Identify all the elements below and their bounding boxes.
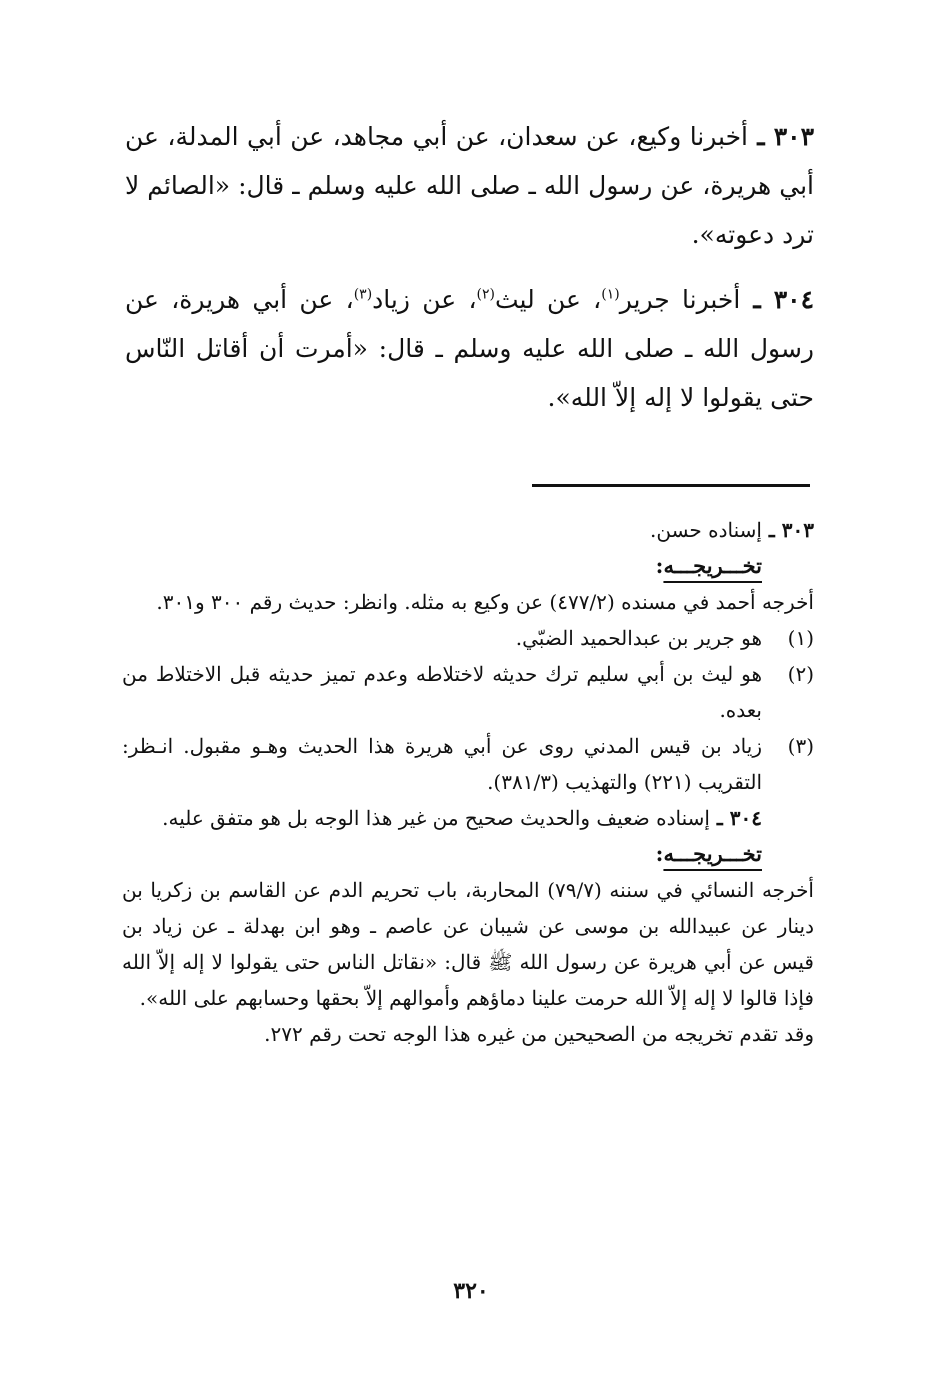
footnote-ref: (٢) <box>476 286 495 303</box>
hadith-dash: ـ <box>740 285 774 314</box>
footnote-mark: (٣) <box>787 734 814 758</box>
hadith-text-part: ، عن ليث <box>494 285 602 314</box>
hadith-text-part: ، عن زياد <box>372 285 477 314</box>
footnote-2 <box>122 656 814 728</box>
takhrij-text: أخرجه أحمد في مسنده (٤٧٧/٢) عن وكيع به مثله. وانظر: حديث رقم ٣٠٠ و٣٠١. <box>156 590 814 614</box>
footnotes-block <box>122 512 814 1052</box>
hadith-number: ٣٠٣ <box>773 122 815 151</box>
note-number: ٣٠٣ <box>781 518 814 542</box>
takhrij-text: أخرجه النسائي في سننه (٧٩/٧) المحاربة، باب تحريم الدم عن القاسم بن زكريا بن دينار عن عبيدالله بن موسى عن شيبان عن عاصم ـ وهو ابن بهدلة ـ عن زياد بن قيس عن أبي هريرة عن رسول الله ﷺ قال: «نقاتل الناس حتى يقولوا لا إله إلاّ الله فإذا قالوا لا إله إلاّ الله حرمت علينا دماؤهم وأموالهم إلاّ بحقها وحسابهم على الله». <box>122 878 814 1010</box>
hadith-303 <box>125 112 814 259</box>
hadith-dash: ـ <box>748 122 774 151</box>
footnote-text: زياد بن قيس المدني روى عن أبي هريرة هذا الحديث وهـو مقبول. انـظر: التقريب (٢٢١) والتهذيب (٣٨١/٣). <box>122 734 762 794</box>
footnote-ref: (١) <box>601 286 620 303</box>
footnote-mark: (٢) <box>787 662 814 686</box>
footnote-mark: (١) <box>787 626 814 650</box>
takhrij-colon: : <box>655 553 664 578</box>
note-dash: ـ <box>761 518 782 542</box>
takhrij-label: تخـــريجـــه <box>663 553 762 578</box>
note-dash: ـ <box>709 806 730 830</box>
takhrij-extra: وقد تقدم تخريجه من الصحيحين من غيره هذا الوجه تحت رقم ٢٧٢. <box>264 1022 814 1046</box>
takhrij-label: تخـــريجـــه <box>663 841 762 866</box>
footnote-1 <box>122 620 814 656</box>
footnote-separator <box>532 484 810 487</box>
hadith-text-part: أخبرنا جرير <box>619 285 741 314</box>
note-text: إسناده ضعيف والحديث صحيح من غير هذا الوجه بل هو متفق عليه. <box>162 806 710 830</box>
hadith-text-block <box>125 112 814 438</box>
note-number: ٣٠٤ <box>729 806 762 830</box>
footnote-text: هو ليث بن أبي سليم ترك حديثه لاختلاطه وعدم تميز حديثه قبل الاختلاط من بعده. <box>122 662 762 722</box>
footnote-ref: (٣) <box>353 286 373 303</box>
takhrij-heading <box>122 836 814 872</box>
page-number: ٣٢٠ <box>453 1278 489 1304</box>
takhrij-colon: : <box>655 841 664 866</box>
hadith-304 <box>125 275 814 422</box>
hadith-text: أخبرنا وكيع، عن سعدان، عن أبي مجاهد، عن أبي المدلة، عن أبي هريرة، عن رسول الله ـ صلى الله عليه وسلم ـ قال: «الصائم لا ترد دعوته». <box>125 122 814 249</box>
note-304-heading <box>122 800 814 836</box>
footnote-3 <box>122 728 814 800</box>
takhrij-heading <box>122 548 814 584</box>
note-text: إسناده حسن. <box>649 518 762 542</box>
footnote-text: هو جرير بن عبدالحميد الضبّي. <box>515 626 762 650</box>
note-303-heading <box>122 512 814 548</box>
hadith-text-part: ، عن أبي هريرة، عن رسول الله ـ صلى الله عليه وسلم ـ قال: «أمرت أن أقاتل النّاس حتى يقولوا لا إله إلاّ الله». <box>125 285 814 412</box>
hadith-number: ٣٠٤ <box>773 285 815 314</box>
